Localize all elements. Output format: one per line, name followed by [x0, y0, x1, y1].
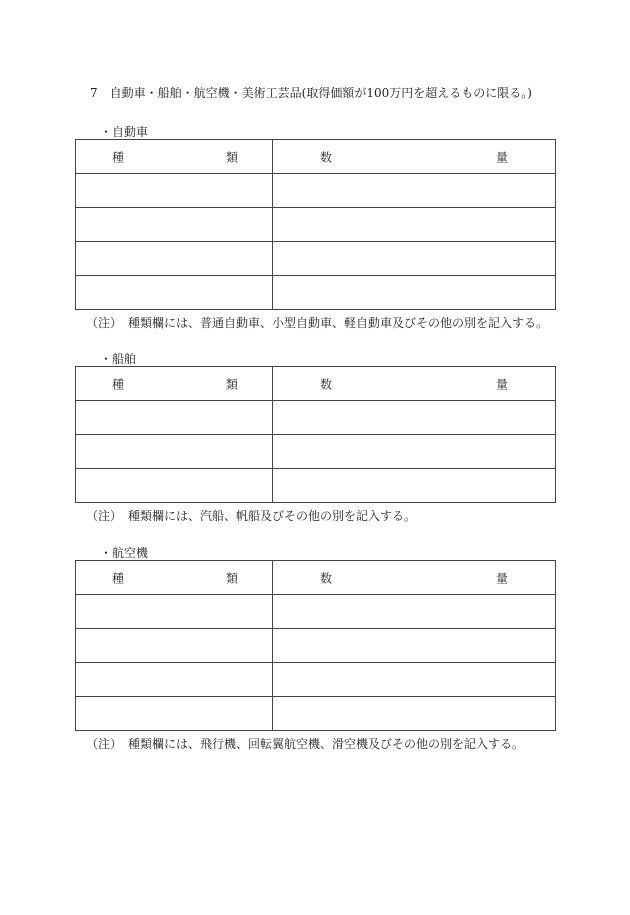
header-kind-cell: 種 類	[76, 561, 273, 595]
table-row	[76, 276, 556, 310]
table-row	[76, 435, 556, 469]
quantity-cell[interactable]	[273, 208, 556, 242]
quantity-cell[interactable]	[273, 697, 556, 731]
kind-cell[interactable]	[76, 435, 273, 469]
quantity-cell[interactable]	[273, 629, 556, 663]
header-kind-cell: 種 類	[76, 367, 273, 401]
section-note-aircraft: （注） 種類欄には、飛行機、回転翼航空機、滑空機及びその他の別を記入する。	[86, 737, 525, 751]
kind-cell[interactable]	[76, 663, 273, 697]
table-row	[76, 174, 556, 208]
kind-cell[interactable]	[76, 174, 273, 208]
table-row	[76, 595, 556, 629]
quantity-cell[interactable]	[273, 401, 556, 435]
section-note-automobile: （注） 種類欄には、普通自動車、小型自動車、軽自動車及びその他の別を記入する。	[86, 316, 549, 330]
table-row	[76, 697, 556, 731]
kind-cell[interactable]	[76, 208, 273, 242]
header-quantity-cell: 数 量	[273, 140, 556, 174]
aircraft-table	[75, 560, 556, 731]
section-label-aircraft: ・航空機	[100, 546, 149, 560]
table-row	[76, 401, 556, 435]
table-header-row	[76, 140, 556, 174]
kind-cell[interactable]	[76, 401, 273, 435]
section-note-ship: （注） 種類欄には、汽船、帆船及びその他の別を記入する。	[86, 509, 417, 523]
automobile-table	[75, 139, 556, 310]
header-quantity-cell: 数 量	[273, 561, 556, 595]
quantity-cell[interactable]	[273, 595, 556, 629]
kind-cell[interactable]	[76, 595, 273, 629]
kind-cell[interactable]	[76, 469, 273, 503]
table-row	[76, 629, 556, 663]
table-header-row	[76, 367, 556, 401]
quantity-cell[interactable]	[273, 242, 556, 276]
section-label-automobile: ・自動車	[100, 125, 149, 139]
quantity-cell[interactable]	[273, 174, 556, 208]
kind-cell[interactable]	[76, 276, 273, 310]
kind-cell[interactable]	[76, 629, 273, 663]
table-row	[76, 663, 556, 697]
header-quantity-cell: 数 量	[273, 367, 556, 401]
kind-cell[interactable]	[76, 697, 273, 731]
section-label-ship: ・船舶	[100, 352, 137, 366]
document-title: 7 自動車・船舶・航空機・美術工芸品(取得価額が100万円を超えるものに限る。)	[90, 86, 532, 100]
quantity-cell[interactable]	[273, 435, 556, 469]
table-row	[76, 242, 556, 276]
kind-cell[interactable]	[76, 242, 273, 276]
ship-table	[75, 366, 556, 503]
header-kind-cell: 種 類	[76, 140, 273, 174]
quantity-cell[interactable]	[273, 276, 556, 310]
quantity-cell[interactable]	[273, 663, 556, 697]
table-row	[76, 208, 556, 242]
table-header-row	[76, 561, 556, 595]
quantity-cell[interactable]	[273, 469, 556, 503]
table-row	[76, 469, 556, 503]
